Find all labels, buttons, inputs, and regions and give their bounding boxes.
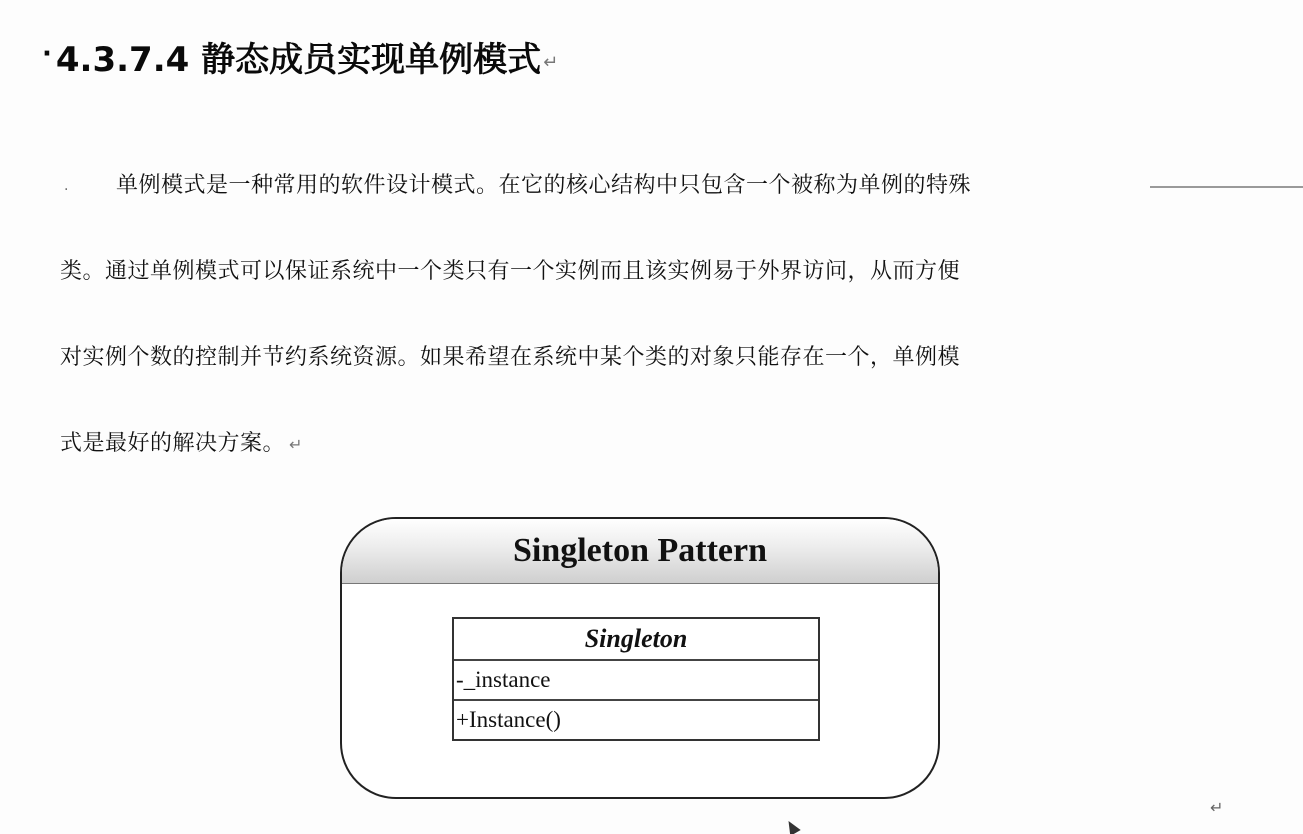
diagram-header: [342, 519, 938, 584]
paragraph-line-2: 类。通过单例模式可以保证系统中一个类只有一个实例而且该实例易于外界访问，从而方便: [60, 259, 961, 284]
paragraph-line-4: [60, 426, 303, 457]
section-heading: [42, 26, 558, 86]
paragraph-return-mark: ↵: [289, 435, 303, 454]
revision-line: [1150, 186, 1303, 188]
heading-text: 4.3.7.4 静态成员实现单例模式: [55, 39, 542, 80]
end-paragraph-mark: ↵: [1210, 798, 1224, 817]
paragraph-line-1: 单例模式是一种常用的软件设计模式。在它的核心结构中只包含一个被称为单例的特殊: [116, 173, 972, 198]
singleton-diagram: [340, 517, 940, 799]
indent-marker: ·: [64, 182, 69, 198]
diagram-title: Singleton Pattern: [512, 532, 768, 569]
uml-class-operation: +Instance(): [456, 707, 561, 732]
uml-class-box: [452, 617, 820, 741]
paragraph-line-4-text: 式是最好的解决方案。: [60, 431, 286, 456]
uml-class-name: Singleton: [454, 619, 818, 661]
mouse-cursor-icon: [783, 818, 800, 834]
uml-class-attribute: -_instance: [454, 661, 818, 701]
paragraph-mark: ↵: [543, 51, 559, 73]
paragraph-line-3: 对实例个数的控制并节约系统资源。如果希望在系统中某个类的对象只能存在一个，单例模: [60, 345, 961, 370]
heading-bullet: ·: [42, 39, 52, 69]
